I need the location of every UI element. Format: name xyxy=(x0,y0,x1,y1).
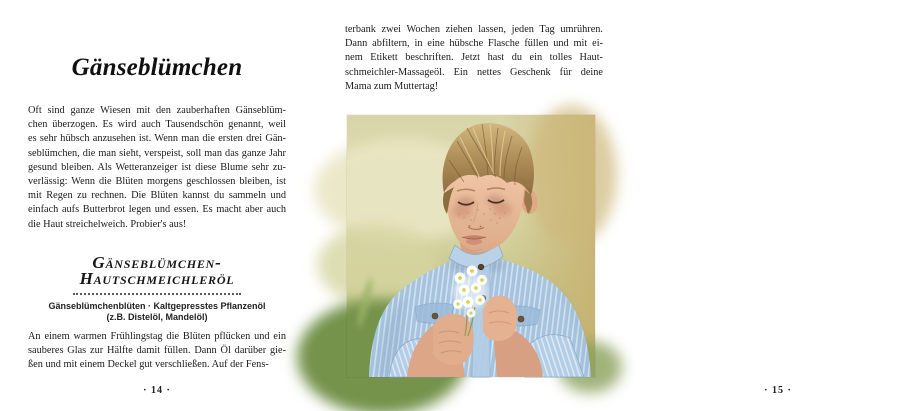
text-line: sauberes Glas zur Hälfte damit füllen. Dann Öl darüber gie- xyxy=(28,345,286,357)
chapter-title: Gänseblümchen xyxy=(71,54,243,81)
text-line: An einem warmen Frühlingstag die Blüten pflücken und ein xyxy=(28,331,286,342)
text-line: ßen und mit einem Deckel gut verschließen. Auf der Fens- xyxy=(28,359,269,371)
page-left xyxy=(0,0,312,411)
text-line: verlässig: Wenn die Blüten morgens geschlossen bleiben, ist xyxy=(28,175,286,187)
text-line: Dann abfiltern, in eine hübsche Flasche füllen und mit ei- xyxy=(345,38,603,50)
recipe-heading-line2: Hautschmeichleröl xyxy=(79,268,235,288)
text-line: terbank zwei Wochen ziehen lassen, jeden Tag umrühren. xyxy=(345,24,603,35)
text-line: Oft sind ganze Wiesen mit den zauberhaften Gänseblüm- xyxy=(28,105,286,116)
page-right xyxy=(312,0,792,411)
recipe-heading-line1: Gänseblümchen- xyxy=(92,253,222,272)
text-line: mit Regen zu rechnen. Die Blüten kannst du sammeln und xyxy=(28,190,286,202)
recipe-heading xyxy=(28,255,286,286)
page-number-right: · 15 · xyxy=(764,385,792,396)
text-line: nem Etikett beschriften. Jetzt hast du ein tolles Haut- xyxy=(345,52,603,64)
dotted-divider xyxy=(73,293,241,295)
text-line: einfach aufs Butterbrot legen und essen. Es macht aber auch xyxy=(28,204,286,216)
text-line: es sehr hübsch anzusehen ist. Wenn man die ersten drei Gän- xyxy=(28,133,286,145)
ingredients-line1: Gänseblümchenblüten · Kaltgepresstes Pflanzenöl xyxy=(48,301,266,311)
page-number-left: · 14 · xyxy=(143,385,171,396)
ingredients-line2: (z.B. Distelöl, Mandelöl) xyxy=(106,312,208,322)
instructions-paragraph-right xyxy=(345,23,603,94)
text-line: chen überzogen. Es wird auch Tausendschön genannt, weil xyxy=(28,119,286,131)
text-line: seblümchen, die man sieht, verspeist, soll man das ganze Jahr xyxy=(28,147,286,159)
ingredients-list xyxy=(28,301,286,323)
text-line: Mama zum Muttertag! xyxy=(345,80,439,92)
instructions-paragraph-left xyxy=(28,330,286,373)
text-line: die Haut streichelweich. Probier's aus! xyxy=(28,218,187,230)
text-line: schmeichler-Massageöl. Ein nettes Geschenk für deine xyxy=(345,66,603,78)
intro-paragraph xyxy=(28,104,286,232)
photo-boy-with-daisies xyxy=(347,115,595,377)
text-line: gesund bleiben. Als Wetteranzeiger ist diese Blume sehr zu- xyxy=(28,161,286,173)
